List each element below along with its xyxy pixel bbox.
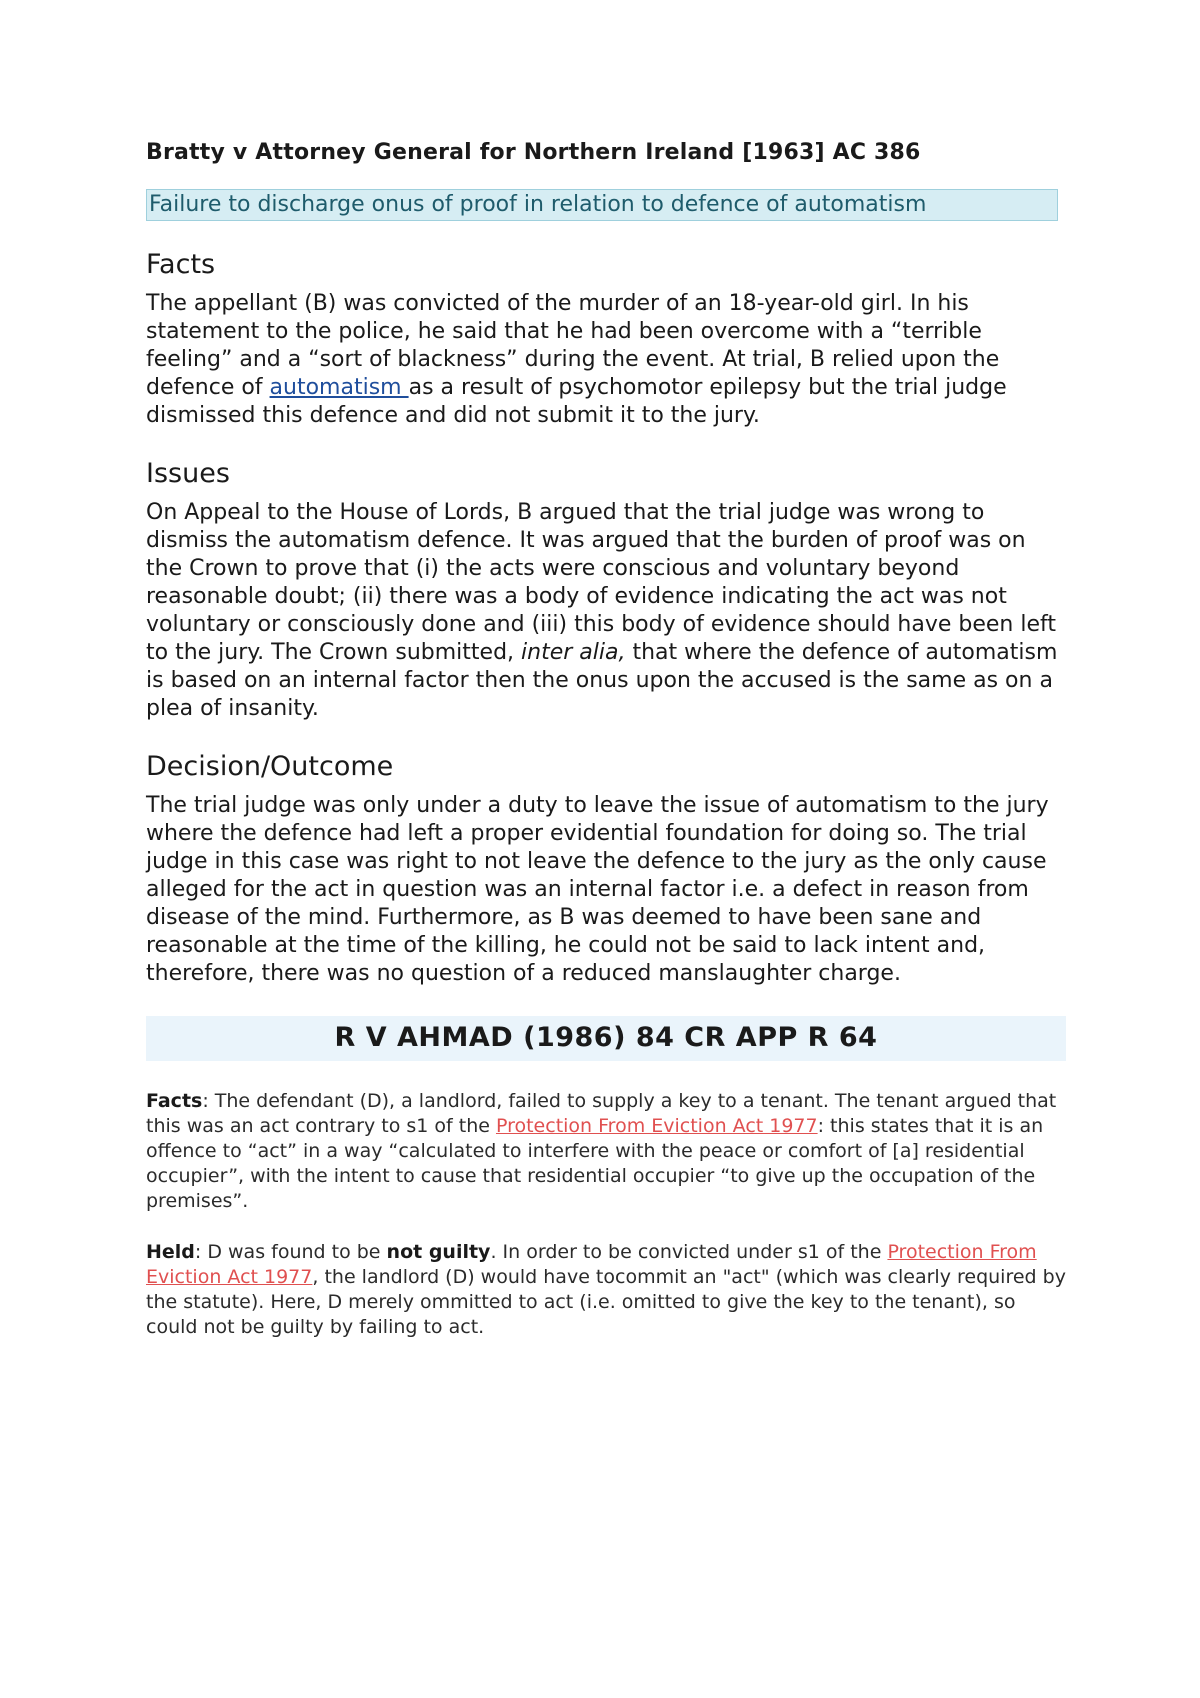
case2-facts-label: Facts — [146, 1090, 203, 1112]
case-subtitle: Failure to discharge onus of proof in relation to defence of automatism — [146, 189, 1058, 221]
document-page — [146, 140, 1066, 1366]
case2-facts-paragraph — [146, 1089, 1066, 1214]
automatism-link[interactable]: automatism — [269, 375, 409, 400]
case2-held-paragraph — [146, 1240, 1066, 1340]
case2-held-text-2: . In order to be convicted under s1 of the — [490, 1241, 888, 1263]
case2-held-text-3: , the landlord (D) would have tocommit an "act" (which was clearly required by the statute). Here, D merely ommitted to act (i.e. omitted to give the key to the tenant), so could not be guilty by failing to act. — [146, 1266, 1066, 1338]
eviction-act-link-2[interactable]: Protection From Eviction Act 1977 — [146, 1241, 1037, 1288]
case-title: Bratty v Attorney General for Northern Ireland [1963] AC 386 — [146, 140, 921, 165]
facts-paragraph — [146, 290, 1066, 430]
issues-text-1: On Appeal to the House of Lords, B argued that the trial judge was wrong to dismiss the automatism defence. It was argued that the burden of proof was on the Crown to prove that (i) the acts were conscious and voluntary beyond reasonable doubt; (ii) there was a body of evidence indicating the act was not voluntary or consciously done and (iii) this body of evidence should have been left to the jury. The Crown submitted, — [146, 500, 1057, 665]
case2-title-banner: R V AHMAD (1986) 84 CR APP R 64 — [146, 1016, 1066, 1061]
issues-heading: Issues — [146, 458, 230, 489]
facts-heading: Facts — [146, 249, 216, 280]
issues-italic: inter alia, — [521, 640, 626, 665]
issues-text-2: that where the defence of automatism is based on an internal factor then the onus upon the accused is the same as on a plea of insanity. — [146, 640, 1058, 721]
facts-text-1: The appellant (B) was convicted of the murder of an 18-year-old girl. In his statement to the police, he said that he had been overcome with a “terrible feeling” and a “sort of blackness” during the event. At trial, B relied upon the defence of — [146, 291, 1000, 400]
case2-facts-text-2: : this states that it is an offence to “act” in a way “calculated to interfere with the peace or comfort of [a] residential occupier”, with the intent to cause that residential occupier “to give up the occupation of the premises”. — [146, 1115, 1044, 1212]
decision-heading: Decision/Outcome — [146, 751, 394, 782]
case2-facts-text-1: : The defendant (D), a landlord, failed to supply a key to a tenant. The tenant argued that this was an act contrary to s1 of the — [146, 1090, 1057, 1137]
eviction-act-link-1[interactable]: Protection From Eviction Act 1977 — [495, 1115, 818, 1137]
decision-paragraph: The trial judge was only under a duty to leave the issue of automatism to the jury where the defence had left a proper evidential foundation for doing so. The trial judge in this case was right to not leave the defence to the jury as the only cause alleged for the act in question was an internal factor i.e. a defect in reason from disease of the mind. Furthermore, as B was deemed to have been sane and reasonable at the time of the killing, he could not be said to lack intent and, therefore, there was no question of a reduced manslaughter charge. — [146, 793, 1049, 986]
case2-held-label: Held — [146, 1241, 195, 1263]
facts-text-2: as a result of psychomotor epilepsy but the trial judge dismissed this defence and did not submit it to the jury. — [146, 375, 1007, 428]
issues-paragraph — [146, 499, 1066, 723]
case2-held-text-1: : D was found to be — [194, 1241, 387, 1263]
not-guilty-bold: not guilty — [386, 1241, 491, 1263]
